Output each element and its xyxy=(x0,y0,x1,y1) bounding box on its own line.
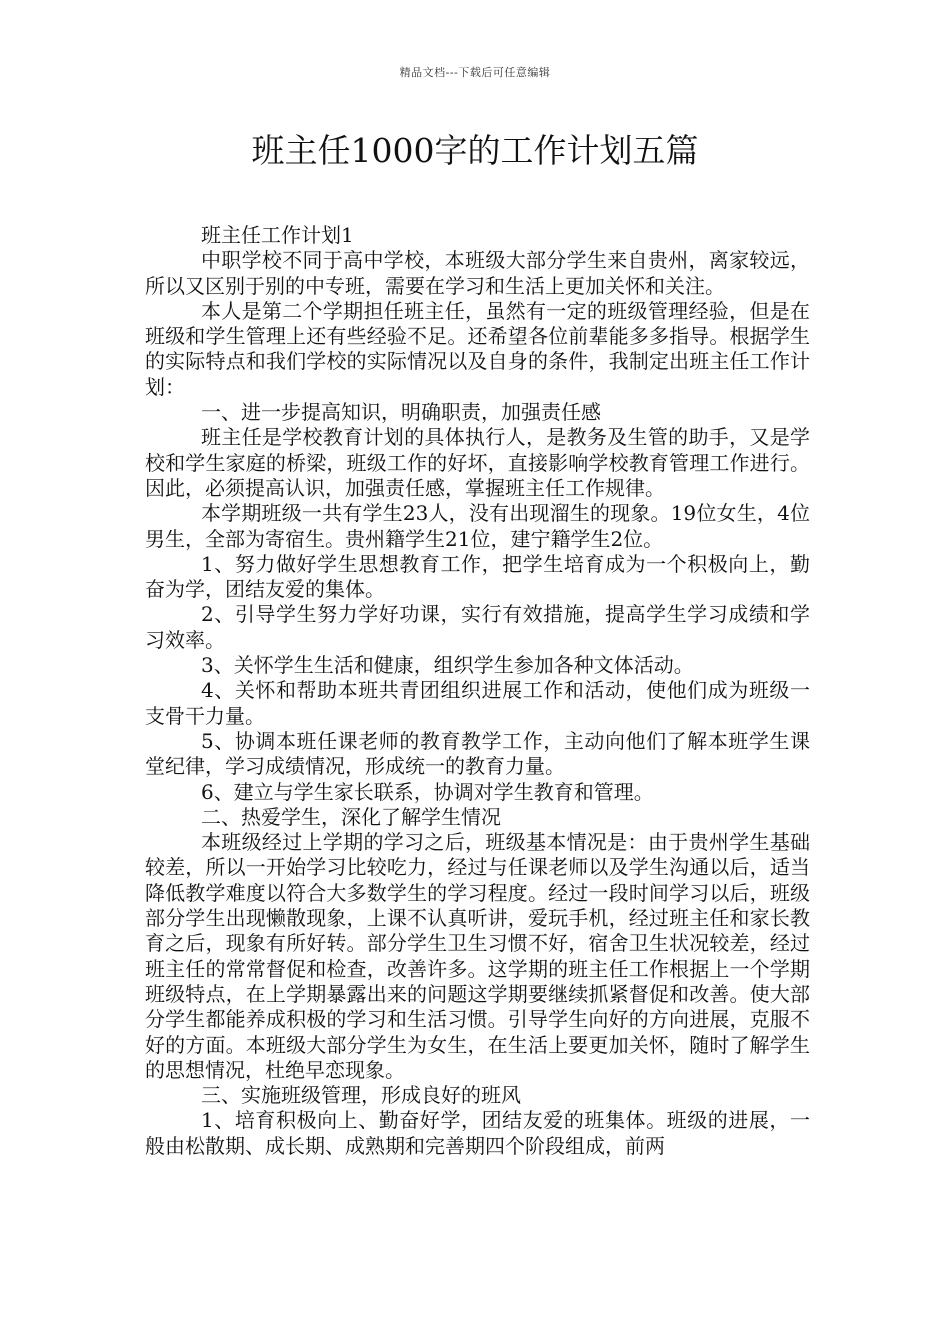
paragraph: 班主任是学校教育计划的具体执行人，是教务及生管的助手，又是学校和学生家庭的桥梁，班级工作的好坏，直接影响学校教育管理工作进行。因此，必须提高认识，加强责任感，掌握班主任工作规律。 xyxy=(145,425,810,500)
list-item: 5、协调本班任课老师的教育教学工作，主动向他们了解本班学生课堂纪律，学习成绩情况，形成统一的教育力量。 xyxy=(145,728,810,779)
list-item: 3、关怀学生生活和健康，组织学生参加各种文体活动。 xyxy=(201,653,694,678)
document-body xyxy=(145,223,810,1159)
paragraph: 本人是第二个学期担任班主任，虽然有一定的班级管理经验，但是在班级和学生管理上还有些经验不足。还希望各位前辈能多多指导。根据学生的实际特点和我们学校的实际情况以及自身的条件，我制定出班主任工作计划： xyxy=(145,298,810,399)
paragraph: 班主任工作计划1 xyxy=(201,223,354,247)
section-heading: 三、实施班级管理，形成良好的班风 xyxy=(201,1083,521,1108)
list-item: 1、培育积极向上、勤奋好学，团结友爱的班集体。班级的进展，一般由松散期、成长期、成熟期和完善期四个阶段组成，前两 xyxy=(145,1108,810,1158)
header-note: 精品文档---下载后可任意编辑 xyxy=(399,66,551,79)
section-heading: 一、进一步提高知识，明确职责，加强责任感 xyxy=(201,400,601,425)
paragraph: 中职学校不同于高中学校，本班级大部分学生来自贵州，离家较远，所以又区别于别的中专班，需要在学习和生活上更加关怀和关注。 xyxy=(145,248,810,298)
list-item: 1、努力做好学生思想教育工作，把学生培育成为一个积极向上，勤奋为学，团结友爱的集体。 xyxy=(145,551,810,602)
document-title: 班主任1000字的工作计划五篇 xyxy=(251,131,699,170)
list-item: 6、建立与学生家长联系，协调对学生教育和管理。 xyxy=(201,779,654,804)
section-heading: 二、热爱学生，深化了解学生情况 xyxy=(201,804,501,829)
paragraph: 本班级经过上学期的学习之后，班级基本情况是：由于贵州学生基础较差，所以一开始学习比较吃力，经过与任课老师以及学生沟通以后，适当降低教学难度以符合大多数学生的学习程度。经过一段时间学习以后，班级部分学生出现懒散现象，上课不认真听讲，爱玩手机，经过班主任和家长教育之后，现象有所好转。部分学生卫生习惯不好，宿舍卫生状况较差，经过班主任的常常督促和检查，改善许多。这学期的班主任工作根据上一个学期班级特点，在上学期暴露出来的问题这学期要继续抓紧督促和改善。使大部分学生都能养成积极的学习和生活习惯。引导学生向好的方向进展，克服不好的方面。本班级大部分学生为女生，在生活上要更加关怀，随时了解学生的思想情况，杜绝早恋现象。 xyxy=(145,830,810,1082)
paragraph: 本学期班级一共有学生23人，没有出现溜生的现象。19位女生，4位男生，全部为寄宿生。贵州籍学生21位，建宁籍学生2位。 xyxy=(145,501,810,551)
list-item: 2、引导学生努力学好功课，实行有效措施，提高学生学习成绩和学习效率。 xyxy=(145,602,810,652)
list-item: 4、关怀和帮助本班共青团组织进展工作和活动，使他们成为班级一支骨干力量。 xyxy=(145,678,810,728)
